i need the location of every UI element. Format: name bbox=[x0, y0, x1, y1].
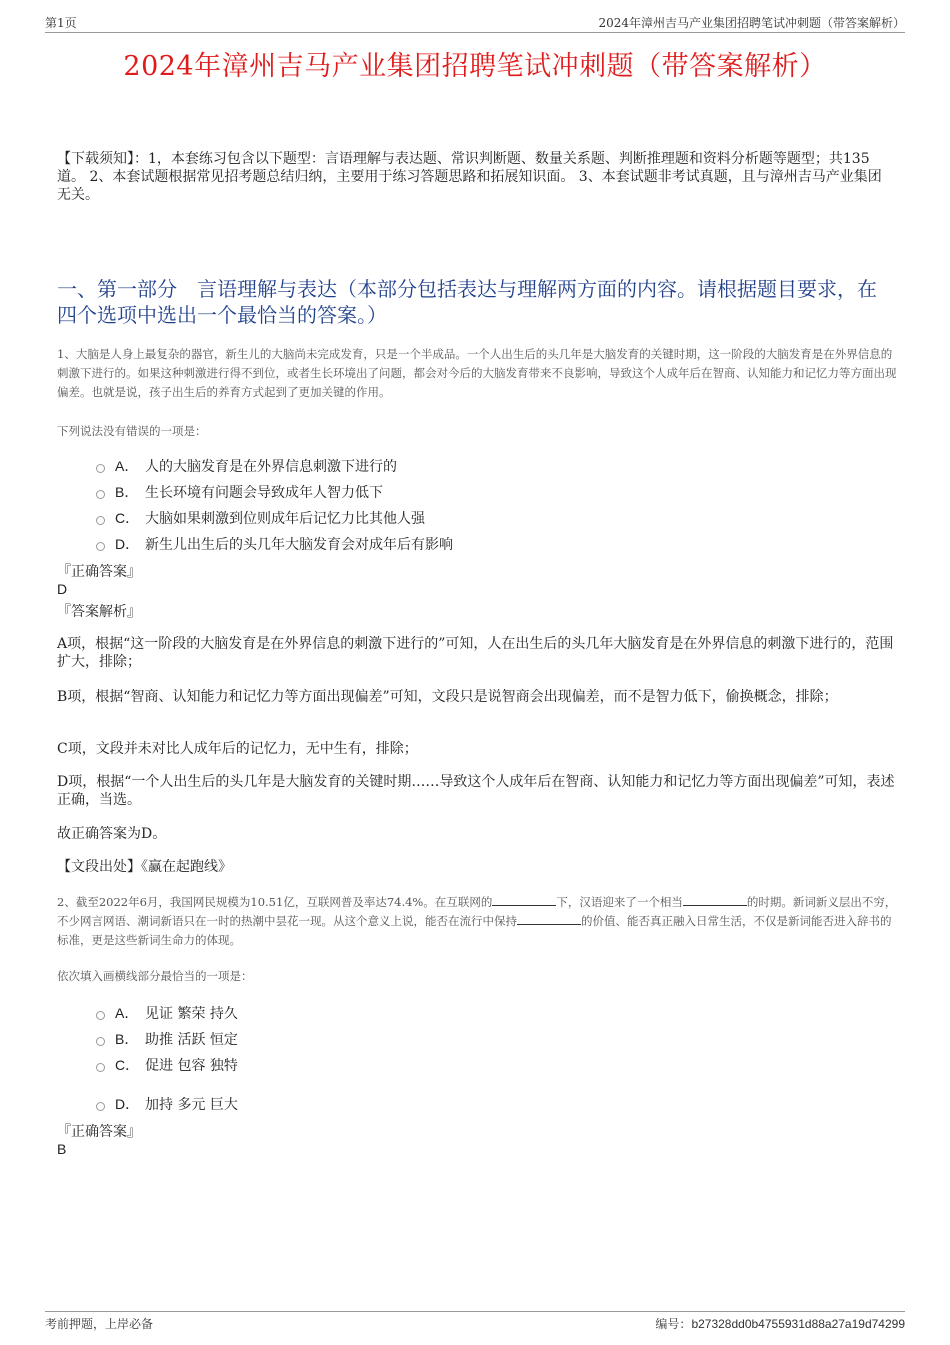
radio-icon[interactable] bbox=[96, 1037, 105, 1046]
section-heading: 一、第一部分 言语理解与表达（本部分包括表达与理解两方面的内容。请根据题目要求，在四个选项中选出一个最恰当的答案。） bbox=[57, 277, 877, 327]
q2-option-d[interactable]: D． 加持 多元 巨大 bbox=[96, 1094, 238, 1114]
fill-blank-3 bbox=[517, 914, 581, 925]
q1-analysis-conclusion: 故正确答案为D。 bbox=[57, 826, 167, 842]
q1-option-d[interactable]: D． 新生儿出生后的头几年大脑发育会对成年后有影响 bbox=[96, 534, 453, 554]
q1-answer: D bbox=[57, 581, 68, 597]
q2-option-a[interactable]: A． 见证 繁荣 持久 bbox=[96, 1003, 238, 1023]
question-1-prompt: 下列说法没有错误的一项是： bbox=[57, 424, 207, 438]
q1-option-a[interactable]: A． 人的大脑发育是在外界信息刺激下进行的 bbox=[96, 456, 397, 476]
q1-analysis-b: B项，根据“智商、认知能力和记忆力等方面出现偏差”可知，文段只是说智商会出现偏差，而不是智力低下，偷换概念，排除； bbox=[57, 689, 838, 705]
footer-code: 编号：b27328dd0b4755931d88a27a19d74299 bbox=[655, 1317, 905, 1331]
download-notice: 【下载须知】：1，本套练习包含以下题型：言语理解与表达题、常识判断题、数量关系题、判断推理题和资料分析题等题型；共135道。 2、本套试题根据常见招考题总结归纳，主要用于练习答题思路和拓展知识面。 3、本套试题非考试真题，且与漳州吉马产业集团无关。 bbox=[57, 151, 882, 203]
fill-blank-2 bbox=[683, 895, 747, 906]
page-header bbox=[45, 14, 905, 33]
q1-analysis-d: D项，根据“一个人出生后的头几年是大脑发育的关键时期……导致这个人成年后在智商、认知能力和记忆力等方面出现偏差”可知，表述正确，当选。 bbox=[57, 774, 895, 808]
document-title: 2024年漳州吉马产业集团招聘笔试冲刺题（带答案解析） bbox=[123, 51, 827, 82]
radio-icon[interactable] bbox=[96, 1063, 105, 1072]
header-doc-title: 2024年漳州吉马产业集团招聘笔试冲刺题（带答案解析） bbox=[598, 16, 905, 30]
fill-blank-1 bbox=[492, 895, 556, 906]
radio-icon[interactable] bbox=[96, 542, 105, 551]
radio-icon[interactable] bbox=[96, 1011, 105, 1020]
radio-icon[interactable] bbox=[96, 1102, 105, 1111]
question-1-passage: 1、大脑是人身上最复杂的器官，新生儿的大脑尚未完成发育，只是一个半成品。一个人出生后的头几年是大脑发育的关键时期，这一阶段的大脑发育是在外界信息的刺激下进行的。如果这种刺激进行得不到位，或者生长环境出了问题，都会对今后的大脑发育带来不良影响，导致这个人成年后在智商、认知能力和记忆力等方面出现偏差。也就是说，孩子出生后的养育方式起到了更加关键的作用。 bbox=[57, 347, 897, 399]
footer-slogan: 考前押题，上岸必备 bbox=[45, 1317, 154, 1331]
q1-analysis-label: 『答案解析』 bbox=[57, 604, 141, 620]
q1-analysis-c: C项，文段并未对比人成年后的记忆力，无中生有，排除； bbox=[57, 741, 418, 757]
q2-answer: B bbox=[57, 1141, 67, 1157]
q1-option-b[interactable]: B． 生长环境有问题会导致成年人智力低下 bbox=[96, 482, 383, 502]
q1-source: 【文段出处】《赢在起跑线》 bbox=[57, 859, 232, 875]
radio-icon[interactable] bbox=[96, 516, 105, 525]
question-2-passage: 2、截至2022年6月，我国网民规模为10.51亿，互联网普及率达74.4%。在互联网的 下，汉语迎来了一个相当 的时期。新词新义层出不穷，不少网言网语、潮词新语只在一时的热潮中昙花一现。从这个意义上说，能否在流行中保持 的价值、能否真正融入日常生活，不仅是新词能否进入辞书的标准，更是这些新词生命力的体现。 bbox=[57, 895, 897, 947]
q2-answer-label: 『正确答案』 bbox=[57, 1124, 141, 1140]
page-number: 第1页 bbox=[45, 16, 77, 30]
page-footer bbox=[45, 1311, 905, 1331]
question-2-prompt: 依次填入画横线部分最恰当的一项是： bbox=[57, 969, 253, 983]
q2-option-b[interactable]: B． 助推 活跃 恒定 bbox=[96, 1029, 238, 1049]
q2-option-c[interactable]: C． 促进 包容 独特 bbox=[96, 1055, 238, 1075]
radio-icon[interactable] bbox=[96, 464, 105, 473]
radio-icon[interactable] bbox=[96, 490, 105, 499]
q1-analysis-a: A项，根据“这一阶段的大脑发育是在外界信息的刺激下进行的”可知，人在出生后的头几年大脑发育是在外界信息的刺激下进行的，范围扩大，排除； bbox=[57, 636, 894, 670]
q1-answer-label: 『正确答案』 bbox=[57, 564, 141, 580]
q1-option-c[interactable]: C． 大脑如果刺激到位则成年后记忆力比其他人强 bbox=[96, 508, 425, 528]
